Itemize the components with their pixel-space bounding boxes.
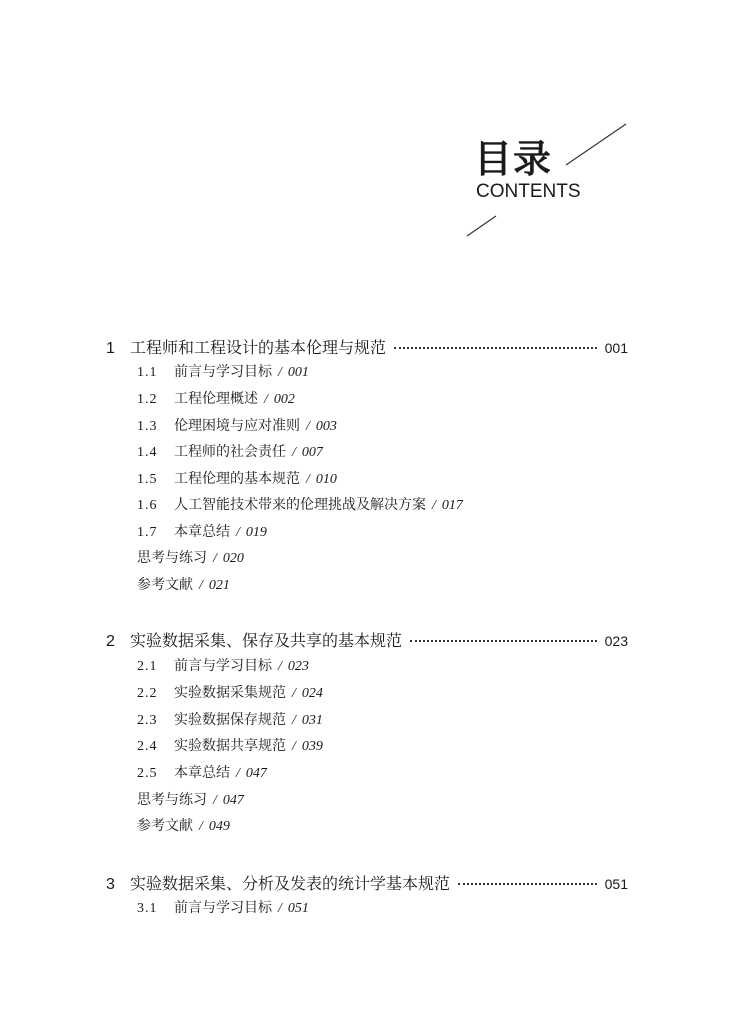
- separator: /: [199, 819, 203, 834]
- section-title: 本章总结: [174, 765, 230, 781]
- extra-page: 020: [222, 551, 244, 566]
- section-page: 003: [315, 419, 337, 434]
- toc-section-row[interactable]: [137, 762, 267, 782]
- toc-extra-row[interactable]: [137, 574, 230, 594]
- toc-chapter-row[interactable]: [106, 335, 628, 358]
- page-subtitle: CONTENTS: [476, 181, 581, 202]
- chapter-title: 工程师和工程设计的基本伦理与规范: [130, 338, 387, 357]
- separator: /: [306, 419, 310, 434]
- separator: /: [236, 525, 240, 540]
- toc-section-row[interactable]: [137, 655, 309, 675]
- section-number: 2.5: [137, 766, 158, 781]
- section-number: 1.4: [137, 445, 158, 460]
- separator: /: [264, 392, 268, 407]
- section-title: 工程伦理概述: [174, 391, 258, 407]
- section-number: 3.1: [137, 901, 158, 916]
- separator: /: [199, 578, 203, 593]
- section-number: 1.2: [137, 392, 158, 407]
- separator: /: [432, 498, 436, 513]
- extra-title: 参考文献: [137, 577, 193, 593]
- separator: /: [278, 901, 282, 916]
- separator: /: [213, 793, 217, 808]
- toc-chapter-row[interactable]: [106, 628, 628, 651]
- section-number: 1.3: [137, 419, 158, 434]
- extra-page: 049: [208, 819, 230, 834]
- section-page: 001: [287, 365, 309, 380]
- separator: /: [292, 445, 296, 460]
- section-page: 024: [301, 686, 323, 701]
- toc-section-row[interactable]: [137, 735, 323, 755]
- separator: /: [306, 472, 310, 487]
- section-page: 017: [441, 498, 463, 513]
- chapter-number: 2: [106, 633, 115, 650]
- section-title: 工程伦理的基本规范: [174, 471, 300, 487]
- toc-section-row[interactable]: [137, 388, 295, 408]
- toc-section-row[interactable]: [137, 415, 337, 435]
- section-title: 人工智能技术带来的伦理挑战及解决方案: [174, 497, 426, 513]
- toc-section-row[interactable]: [137, 521, 267, 541]
- chapter-number: 1: [106, 340, 115, 357]
- section-page: 019: [245, 525, 267, 540]
- dot-leader: [458, 883, 597, 885]
- section-number: 2.4: [137, 739, 158, 754]
- separator: /: [278, 365, 282, 380]
- section-number: 1.1: [137, 365, 158, 380]
- toc-section-row[interactable]: [137, 709, 323, 729]
- page-title: 目录: [474, 137, 553, 181]
- section-number: 1.7: [137, 525, 158, 540]
- decorative-slash-lines: [0, 0, 730, 300]
- section-title: 实验数据采集规范: [174, 685, 286, 701]
- section-title: 前言与学习目标: [174, 658, 272, 674]
- section-page: 051: [287, 901, 309, 916]
- toc-section-row[interactable]: [137, 682, 323, 702]
- separator: /: [278, 659, 282, 674]
- section-page: 039: [301, 739, 323, 754]
- section-title: 实验数据共享规范: [174, 738, 286, 754]
- extra-page: 047: [222, 793, 244, 808]
- chapter-number: 3: [106, 876, 115, 893]
- toc-section-row[interactable]: [137, 468, 337, 488]
- section-title: 本章总结: [174, 524, 230, 540]
- dot-leader: [410, 640, 597, 642]
- chapter-title: 实验数据采集、分析及发表的统计学基本规范: [130, 874, 451, 893]
- section-title: 实验数据保存规范: [174, 712, 286, 728]
- toc-section-row[interactable]: [137, 361, 309, 381]
- toc-chapter-row[interactable]: [106, 871, 628, 894]
- separator: /: [213, 551, 217, 566]
- separator: /: [236, 766, 240, 781]
- toc-extra-row[interactable]: [137, 815, 230, 835]
- dot-leader: [394, 347, 597, 349]
- chapter-page: 051: [604, 876, 628, 892]
- toc-section-row[interactable]: [137, 494, 463, 514]
- separator: /: [292, 713, 296, 728]
- section-number: 1.5: [137, 472, 158, 487]
- section-page: 002: [273, 392, 295, 407]
- section-page: 023: [287, 659, 309, 674]
- section-page: 031: [301, 713, 323, 728]
- section-page: 047: [245, 766, 267, 781]
- section-title: 前言与学习目标: [174, 364, 272, 380]
- section-number: 2.3: [137, 713, 158, 728]
- section-title: 前言与学习目标: [174, 900, 272, 916]
- section-page: 010: [315, 472, 337, 487]
- extra-page: 021: [208, 578, 230, 593]
- extra-title: 思考与练习: [137, 550, 207, 566]
- extra-title: 思考与练习: [137, 792, 207, 808]
- toc-section-row[interactable]: [137, 897, 309, 917]
- separator: /: [292, 686, 296, 701]
- section-number: 2.2: [137, 686, 158, 701]
- toc-extra-row[interactable]: [137, 789, 244, 809]
- chapter-page: 001: [604, 340, 628, 356]
- toc-extra-row[interactable]: [137, 547, 244, 567]
- section-page: 007: [301, 445, 323, 460]
- separator: /: [292, 739, 296, 754]
- section-title: 伦理困境与应对准则: [174, 418, 300, 434]
- section-number: 2.1: [137, 659, 158, 674]
- chapter-title: 实验数据采集、保存及共享的基本规范: [130, 631, 403, 650]
- section-title: 工程师的社会责任: [174, 444, 286, 460]
- toc-section-row[interactable]: [137, 441, 323, 461]
- chapter-page: 023: [604, 633, 628, 649]
- extra-title: 参考文献: [137, 818, 193, 834]
- section-number: 1.6: [137, 498, 158, 513]
